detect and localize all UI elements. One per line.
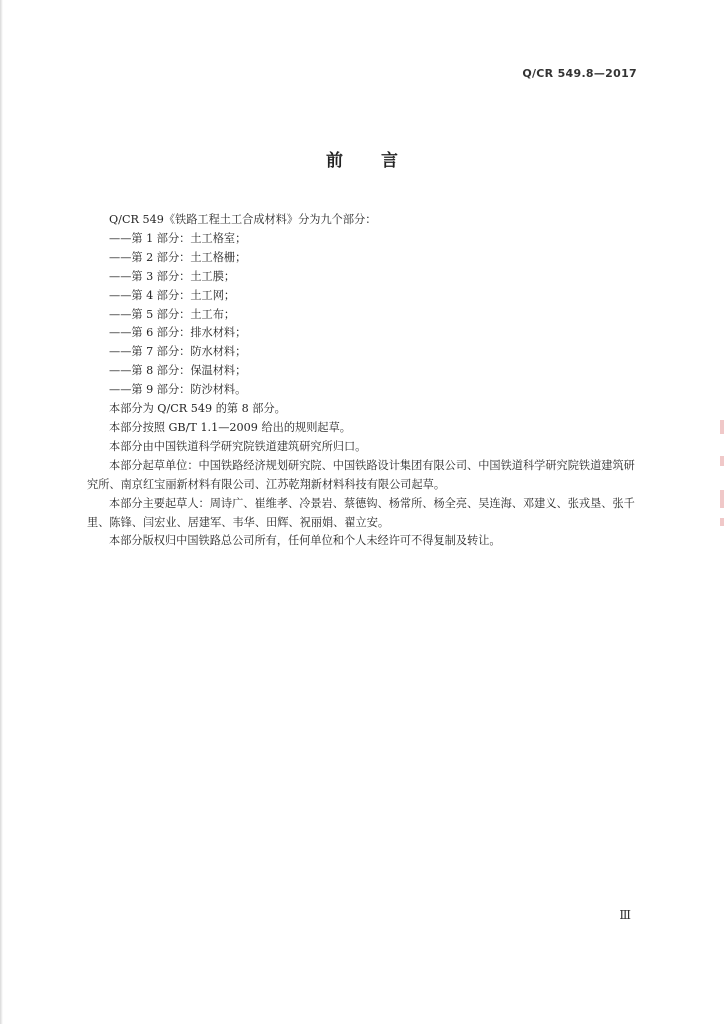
title-char-2: 言 [381,151,398,171]
scan-marks [718,420,724,530]
statement-paragraph: 本部分按照 GB/T 1.1—2009 给出的规则起草。 [109,420,351,434]
part-item: ——第 6 部分：排水材料； [109,326,247,340]
part-item: ——第 3 部分：土工膜； [109,269,236,283]
part-item: ——第 7 部分：防水材料； [109,345,247,359]
statement-paragraph: 本部分由中国铁道科学研究院铁道建筑研究所归口。 [109,439,367,453]
part-item: ——第 9 部分：防沙材料。 [109,383,247,397]
part-item: ——第 5 部分：土工布； [109,307,236,321]
document-body [87,211,637,551]
part-item: ——第 4 部分：土工网； [109,288,236,302]
title-char-1: 前 [326,151,343,171]
page-title [0,146,724,171]
drafters-paragraph: 本部分主要起草人：周诗广、崔维孝、冷景岩、蔡德钩、杨常所、杨全亮、吴连海、邓建义、张戎垦、张千里、陈锋、闫宏业、居建军、韦华、田辉、祝丽娟、翟立安。 [87,496,635,529]
drafting-units-paragraph: 本部分起草单位：中国铁路经济规划研究院、中国铁路设计集团有限公司、中国铁道科学研究院铁道建筑研究所、南京红宝丽新材料有限公司、江苏乾翔新材料科技有限公司起草。 [87,458,635,491]
intro-paragraph: Q/CR 549《铁路工程土工合成材料》分为九个部分： [109,213,377,226]
part-item: ——第 2 部分：土工格栅； [109,250,247,264]
part-item: ——第 8 部分：保温材料； [109,364,247,378]
page-number: Ⅲ [619,908,631,922]
copyright-paragraph: 本部分版权归中国铁路总公司所有，任何单位和个人未经许可不得复制及转让。 [109,534,501,548]
part-item: ——第 1 部分：土工格室； [109,231,247,245]
statement-paragraph: 本部分为 Q/CR 549 的第 8 部分。 [109,402,286,416]
standard-code-header: Q/CR 549.8—2017 [522,67,637,80]
